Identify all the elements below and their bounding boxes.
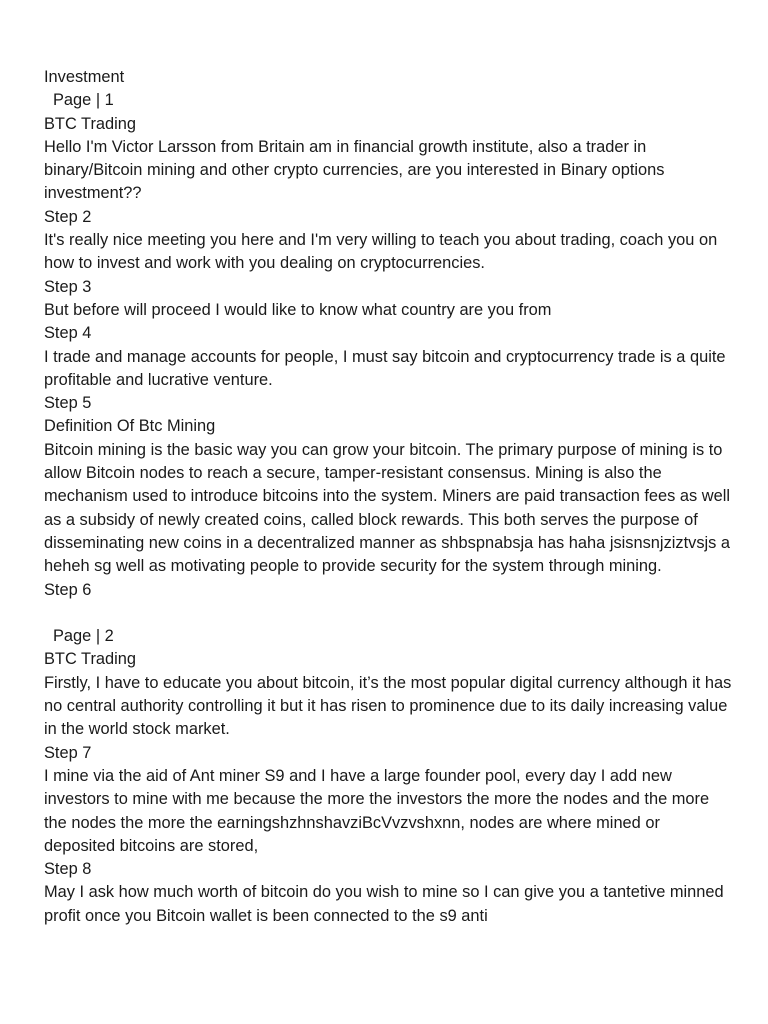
step-4-paragraph: I trade and manage accounts for people, I must say bitcoin and cryptocurrency trade is a quite profitable and lucrative venture. [44, 347, 731, 389]
step-7-label: Step 7 [44, 743, 92, 762]
definition-heading: Definition Of Btc Mining [44, 417, 216, 436]
page-1-heading: BTC Trading [44, 114, 137, 133]
step-8-paragraph: May I ask how much worth of bitcoin do you wish to mine so I can give you a tantetive minned profit once you Bitcoin wallet is been connected to the s9 anti [44, 883, 729, 925]
page-2-heading: BTC Trading [44, 650, 137, 669]
step-3-label: Step 3 [44, 277, 92, 296]
step-5-label: Step 5 [44, 394, 92, 413]
step-7-paragraph: I mine via the aid of Ant miner S9 and I have a large founder pool, every day I add new investors to mine with me because the more the investors the more the nodes and the more the nodes the more the earningshzhnshavziBcVvzvshxnn, nodes are where mined or deposited bitcoins are stored, [44, 766, 714, 855]
definition-paragraph: Bitcoin mining is the basic way you can grow your bitcoin. The primary purpose of mining is to allow Bitcoin nodes to reach a secure, tamper-resistant consensus. Mining is also the mechanism used to introduce bitcoins into the system. Miners are paid transaction fees as well as a subsidy of newly created coins, called block rewards. This both serves the purpose of disseminating new coins in a decentralized manner as shbspnabsja has haha jsisnsnjziztvsjs a heheh sg well as motivating people to provide security for the system through mining. [44, 440, 735, 576]
document-page [44, 66, 734, 928]
step-2-label: Step 2 [44, 207, 92, 226]
document-title: Investment [44, 68, 125, 86]
page-break-spacer [44, 602, 734, 625]
step-8-label: Step 8 [44, 860, 92, 879]
page-2-intro-paragraph: Firstly, I have to educate you about bitcoin, it’s the most popular digital currency although it has no central authority controlling it but it has risen to prominence due to its daily increasing value in the world stock market. [44, 673, 736, 739]
step-3-paragraph: But before will proceed I would like to know what country are you from [44, 300, 552, 319]
step-2-paragraph: It's really nice meeting you here and I'm very willing to teach you about trading, coach you on how to invest and work with you dealing on cryptocurrencies. [44, 231, 722, 273]
step-4-label: Step 4 [44, 324, 92, 343]
page-1-intro-paragraph: Hello I'm Victor Larsson from Britain am in financial growth institute, also a trader in binary/Bitcoin mining and other crypto currencies, are you interested in Binary options investment?? [44, 137, 669, 203]
page-2-label: Page | 2 [53, 627, 114, 646]
step-6-label: Step 6 [44, 580, 92, 599]
page-1-label: Page | 1 [53, 91, 114, 110]
